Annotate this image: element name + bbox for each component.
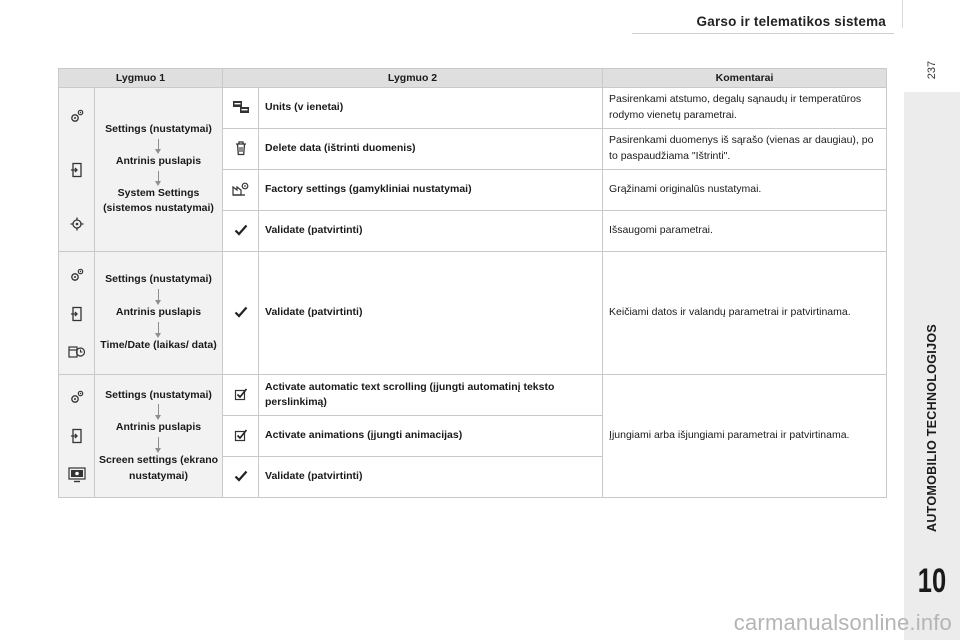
units-icon bbox=[232, 100, 250, 114]
level2-icon-cell bbox=[223, 88, 259, 129]
comment-text: Pasirenkami duomenys iš sąrašo (vienas ar daugiau), po to paspaudžiama "Ištrinti". bbox=[603, 129, 887, 170]
settings-table bbox=[58, 68, 887, 498]
settings-gear-icon bbox=[69, 267, 85, 283]
level1-settings: Settings (nustatymai) bbox=[105, 388, 212, 401]
factory-settings-icon bbox=[232, 181, 250, 197]
level2-label: Validate (patvirtinti) bbox=[259, 211, 603, 252]
level2-icon-cell bbox=[223, 170, 259, 211]
level2-label: Validate (patvirtinti) bbox=[259, 252, 603, 375]
checkmark-icon bbox=[234, 306, 248, 318]
level1-subpage: Antrinis puslapis bbox=[115, 306, 202, 319]
level2-icon-cell bbox=[223, 457, 259, 498]
comment-text: Grąžinami originalūs nustatymai. bbox=[603, 170, 887, 211]
table-row bbox=[59, 88, 887, 129]
checkmark-icon bbox=[234, 470, 248, 482]
level1-path-cell bbox=[95, 252, 223, 375]
checkmark-icon bbox=[234, 224, 248, 236]
table-row bbox=[59, 252, 887, 375]
level2-icon-cell bbox=[223, 416, 259, 457]
watermark: carmanualsonline.info bbox=[733, 610, 952, 635]
subpage-icon bbox=[70, 162, 84, 178]
level1-path-cell bbox=[95, 88, 223, 252]
down-arrow-icon bbox=[158, 322, 159, 334]
down-arrow-icon bbox=[158, 404, 159, 416]
level1-icons-cell bbox=[59, 252, 95, 375]
down-arrow-icon bbox=[158, 171, 159, 182]
table-header-row bbox=[59, 69, 887, 88]
subpage-icon bbox=[70, 306, 84, 322]
delete-data-icon bbox=[233, 140, 249, 156]
level2-label: Validate (patvirtinti) bbox=[259, 457, 603, 498]
subpage-icon bbox=[70, 428, 84, 444]
page-title: Garso ir telematikos sistema bbox=[696, 14, 886, 29]
header-divider-tick bbox=[902, 0, 903, 28]
chapter-number: 10 bbox=[917, 562, 947, 600]
level2-label: Activate automatic text scrolling (įjungti automatinį teksto perslinkimą) bbox=[259, 375, 603, 416]
screen-settings-icon bbox=[68, 467, 86, 483]
column-header-comments: Komentarai bbox=[603, 69, 887, 88]
page-number: 237 bbox=[926, 60, 938, 80]
settings-gear-icon bbox=[69, 389, 85, 405]
down-arrow-icon bbox=[158, 139, 159, 150]
system-settings-icon bbox=[69, 216, 85, 232]
header-rule bbox=[632, 33, 894, 34]
level1-settings: Settings (nustatymai) bbox=[105, 123, 212, 135]
level1-path-cell bbox=[95, 375, 223, 498]
level1-subpage: Antrinis puslapis bbox=[115, 154, 202, 167]
down-arrow-icon bbox=[158, 437, 159, 449]
level1-icons-cell bbox=[59, 375, 95, 498]
table-row bbox=[59, 375, 887, 416]
level1-subpage: Antrinis puslapis bbox=[115, 421, 202, 434]
level1-target: Time/Date (laikas/ data) bbox=[100, 338, 217, 351]
level2-icon-cell bbox=[223, 252, 259, 375]
column-header-level2: Lygmuo 2 bbox=[223, 69, 603, 88]
checkbox-icon bbox=[234, 428, 248, 442]
level1-icons-cell bbox=[59, 88, 95, 252]
level2-label: Activate animations (įjungti animacijas) bbox=[259, 416, 603, 457]
checkbox-icon bbox=[234, 387, 248, 401]
comment-text: Įjungiami arba išjungiami parametrai ir patvirtinama. bbox=[603, 375, 887, 498]
time-date-icon bbox=[68, 345, 86, 359]
comment-text: Išsaugomi parametrai. bbox=[603, 211, 887, 252]
level2-icon-cell bbox=[223, 129, 259, 170]
comment-text: Keičiami datos ir valandų parametrai ir patvirtinama. bbox=[603, 252, 887, 375]
level2-label: Delete data (ištrinti duomenis) bbox=[259, 129, 603, 170]
level1-settings: Settings (nustatymai) bbox=[105, 273, 212, 286]
level1-target: Screen settings (ekrano nustatymai) bbox=[98, 454, 219, 482]
level2-label: Factory settings (gamykliniai nustatymai) bbox=[259, 170, 603, 211]
level2-label: Units (v ienetai) bbox=[259, 88, 603, 129]
down-arrow-icon bbox=[158, 289, 159, 301]
level2-icon-cell bbox=[223, 211, 259, 252]
settings-gear-icon bbox=[69, 108, 85, 124]
comment-text: Pasirenkami atstumo, degalų sąnaudų ir temperatūros rodymo vienetų parametrai. bbox=[603, 88, 887, 129]
column-header-level1: Lygmuo 1 bbox=[59, 69, 223, 88]
level1-target: System Settings (sistemos nustatymai) bbox=[103, 186, 214, 215]
level2-icon-cell bbox=[223, 375, 259, 416]
